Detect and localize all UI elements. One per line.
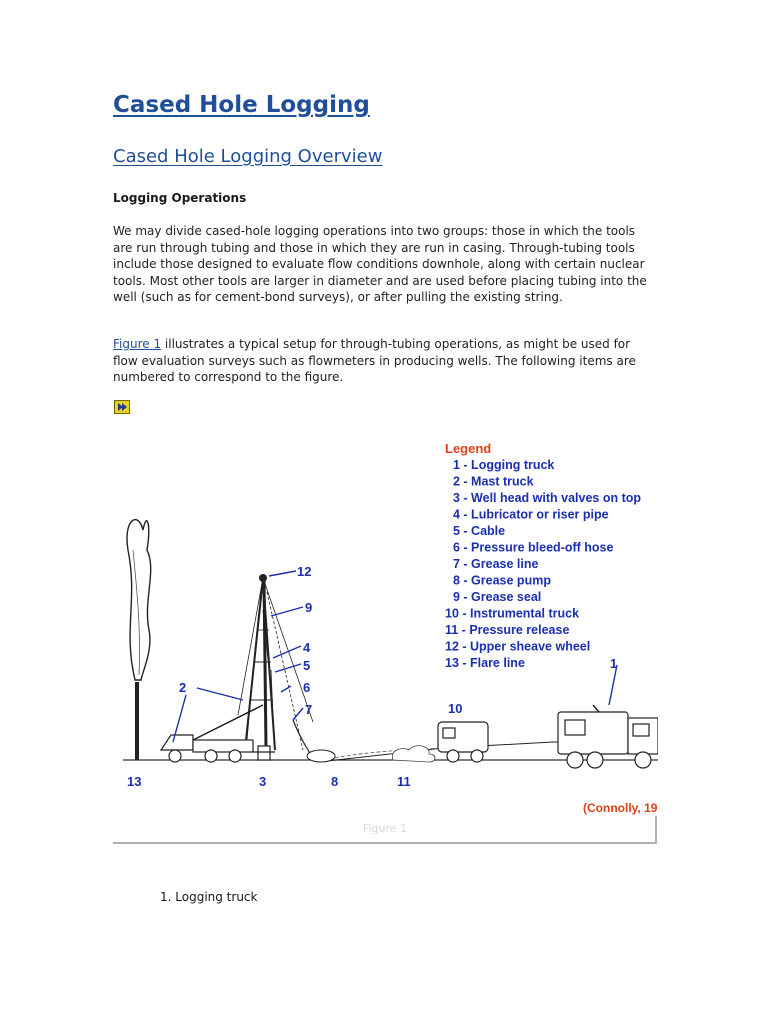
figure-1-link[interactable]: Figure 1 bbox=[113, 337, 162, 351]
page-subtitle[interactable]: Cased Hole Logging Overview bbox=[113, 146, 383, 167]
label-13: 13 bbox=[127, 774, 142, 789]
numbered-items-list bbox=[160, 890, 257, 904]
legend-item: 4 - Lubricator or riser pipe bbox=[453, 507, 609, 522]
paragraph-figure-ref bbox=[113, 336, 658, 386]
sheave-wheel bbox=[259, 574, 267, 582]
instrumental-truck bbox=[438, 722, 488, 762]
mast bbox=[238, 578, 313, 750]
logging-truck bbox=[558, 705, 658, 768]
legend-item: 9 - Grease seal bbox=[453, 590, 542, 604]
label-12: 12 bbox=[297, 564, 312, 579]
legend-item: 3 - Well head with valves on top bbox=[453, 491, 642, 505]
label-4: 4 bbox=[303, 640, 311, 655]
legend-item: 11 - Pressure release bbox=[445, 623, 570, 637]
oilfield-diagram bbox=[113, 430, 658, 845]
label-8: 8 bbox=[331, 774, 339, 789]
legend-item: 10 - Instrumental truck bbox=[445, 606, 580, 621]
flare-stack bbox=[135, 682, 139, 760]
label-1: 1 bbox=[610, 656, 618, 671]
legend-item: 12 - Upper sheave wheel bbox=[445, 639, 591, 654]
paragraph-figure-ref-text: illustrates a typical setup for through-tubing operations, as might be used for flow evaluation surveys such as flowmeters in producing wells. The following items are numbered to correspond to the figure. bbox=[113, 337, 636, 384]
legend-item: 8 - Grease pump bbox=[453, 573, 551, 588]
label-5: 5 bbox=[303, 658, 311, 673]
wellhead bbox=[253, 746, 275, 760]
legend-item: 6 - Pressure bleed-off hose bbox=[453, 540, 614, 555]
figure-caption: Figure 1 bbox=[362, 822, 408, 835]
page-title[interactable]: Cased Hole Logging bbox=[113, 92, 370, 118]
label-2: 2 bbox=[179, 680, 187, 695]
paragraph-intro: We may divide cased-hole logging operations into two groups: those in which the tools are run through tubing and those in which they are run in casing. Through-tubing tools include those designed to evaluate flow conditions downhole, along with certain nuclear tools. Most other tools are larger in diameter and are used before placing tubing into the well (such as for cement-bond surveys), or after pulling the existing string. bbox=[113, 224, 647, 304]
grease-pump bbox=[307, 750, 335, 762]
flare-plume bbox=[127, 520, 151, 680]
label-10: 10 bbox=[448, 701, 463, 716]
legend-item: 13 - Flare line bbox=[445, 656, 525, 670]
legend-item: 7 - Grease line bbox=[453, 557, 539, 571]
label-3: 3 bbox=[259, 774, 267, 789]
legend-item: 5 - Cable bbox=[453, 524, 506, 538]
label-9: 9 bbox=[305, 600, 313, 615]
section-heading: Logging Operations bbox=[113, 191, 247, 205]
legend-item: 2 - Mast truck bbox=[453, 474, 534, 489]
label-11: 11 bbox=[397, 774, 411, 789]
label-6: 6 bbox=[303, 680, 311, 695]
legend-list bbox=[445, 458, 641, 670]
figure-credit: (Connolly, 19 bbox=[583, 801, 658, 815]
pressure-release-cloud bbox=[392, 746, 435, 762]
legend-item: 1 - Logging truck bbox=[453, 458, 555, 472]
label-7: 7 bbox=[305, 702, 313, 717]
legend-title: Legend bbox=[445, 441, 492, 456]
next-arrow-icon[interactable] bbox=[114, 400, 130, 414]
list-item: 1. Logging truck bbox=[160, 890, 258, 904]
